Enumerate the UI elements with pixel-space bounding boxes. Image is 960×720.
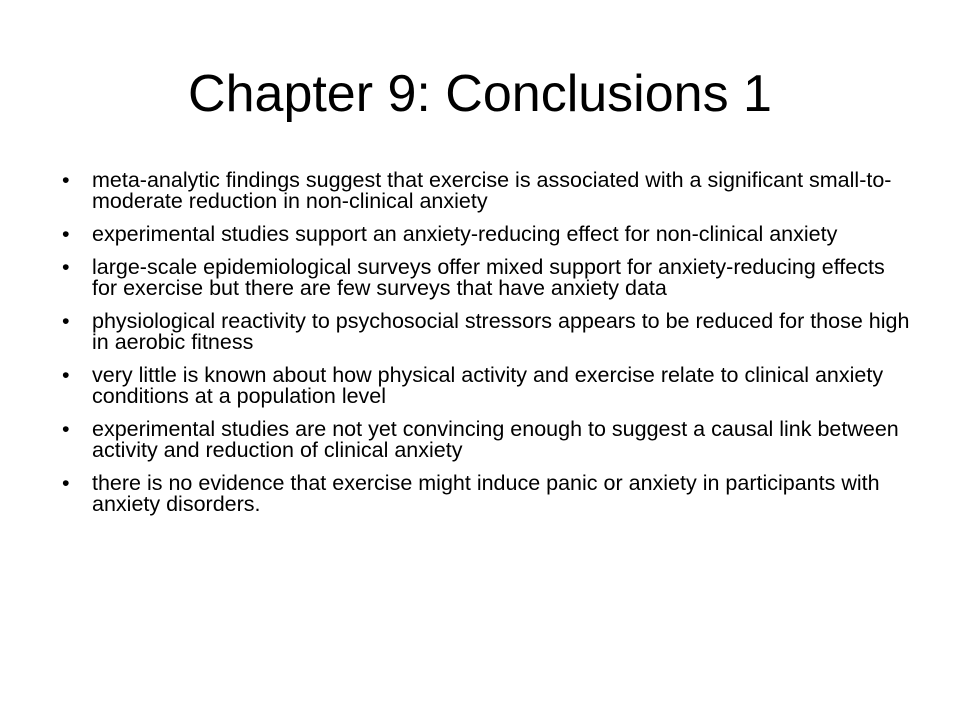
- bullet-item: [62, 473, 912, 515]
- bullet-mark: •: [62, 309, 70, 333]
- bullet-item: [62, 365, 912, 407]
- bullet-mark: •: [62, 255, 70, 279]
- slide-title: Chapter 9: Conclusions 1: [188, 65, 772, 123]
- bullet-mark: •: [62, 471, 70, 495]
- bullet-mark: •: [62, 222, 70, 246]
- bullet-mark: •: [62, 363, 70, 387]
- bullet-item: [62, 419, 912, 461]
- bullet-item: [62, 311, 912, 353]
- bullet-text: experimental studies are not yet convincing enough to suggest a causal link between activity and reduction of clinical anxiety: [92, 417, 899, 462]
- bullet-text: large-scale epidemiological surveys offer mixed support for anxiety-reducing effects for exercise but there are few surveys that have anxiety data: [92, 255, 885, 300]
- bullet-mark: •: [62, 417, 70, 441]
- bullet-mark: •: [62, 168, 70, 192]
- bullet-text: physiological reactivity to psychosocial stressors appears to be reduced for those high in aerobic fitness: [92, 309, 910, 354]
- bullet-list: [62, 170, 912, 527]
- bullet-text: meta-analytic findings suggest that exercise is associated with a significant small-to-moderate reduction in non-clinical anxiety: [92, 168, 892, 213]
- bullet-item: [62, 170, 912, 212]
- bullet-item: [62, 224, 912, 245]
- bullet-text: experimental studies support an anxiety-reducing effect for non-clinical anxiety: [92, 222, 838, 246]
- bullet-item: [62, 257, 912, 299]
- bullet-text: very little is known about how physical activity and exercise relate to clinical anxiety conditions at a population level: [92, 363, 884, 408]
- bullet-text: there is no evidence that exercise might induce panic or anxiety in participants with anxiety disorders.: [92, 471, 880, 516]
